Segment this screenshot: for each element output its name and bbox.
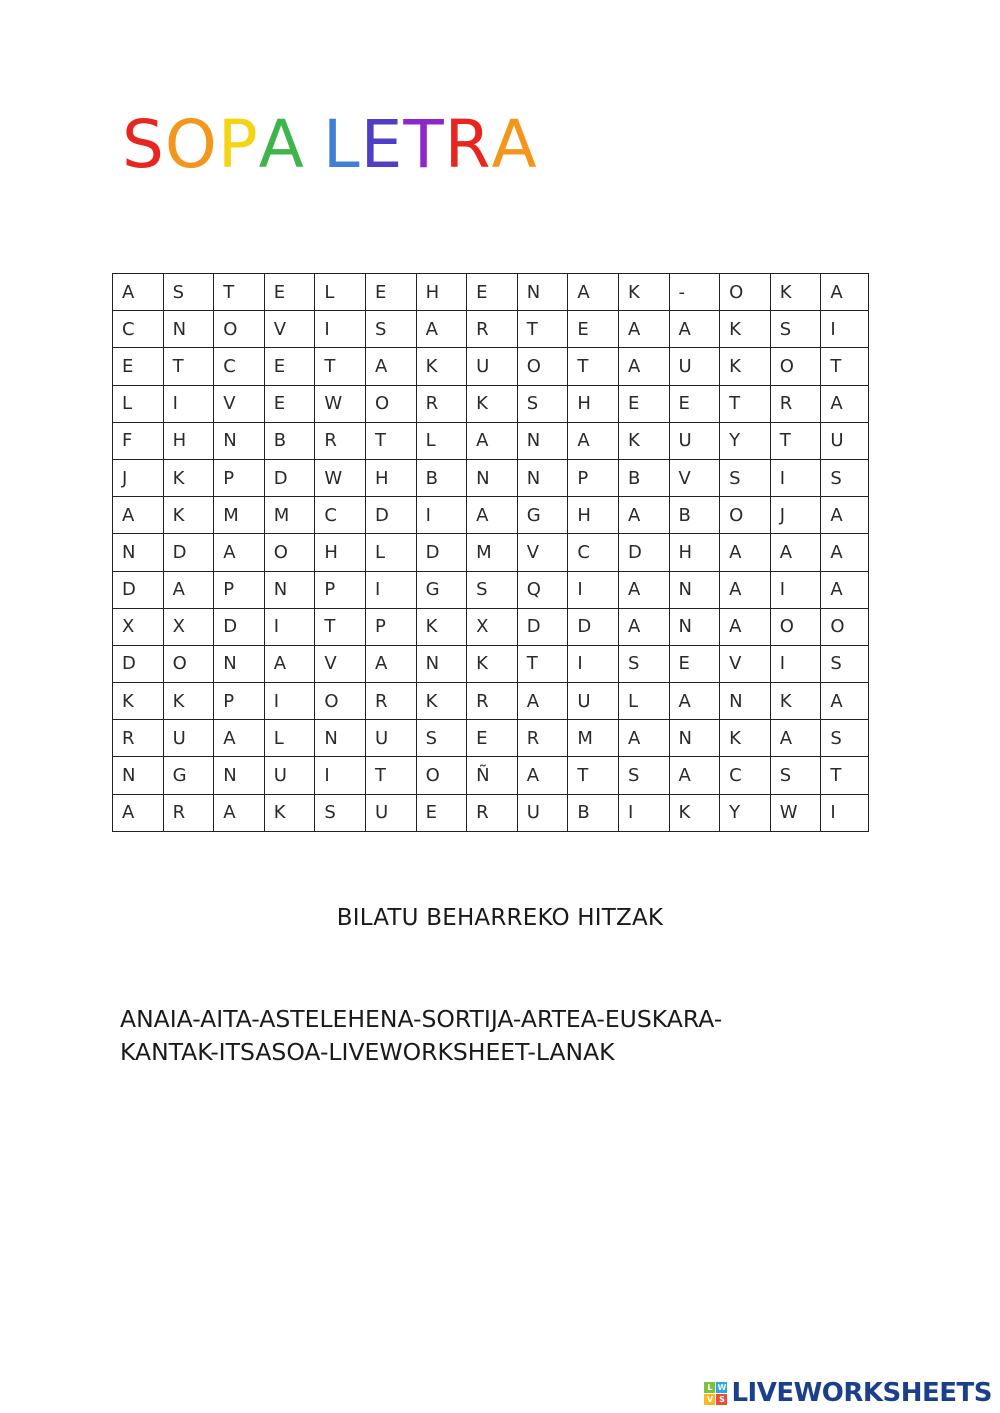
grid-cell[interactable]: N (113, 757, 164, 794)
word-list-line: ANAIA-AITA-ASTELEHENA-SORTIJA-ARTEA-EUSKARA- (120, 1005, 723, 1033)
grid-cell[interactable]: K (416, 683, 467, 720)
word-search-grid (112, 273, 869, 832)
grid-cell[interactable]: D (618, 534, 669, 571)
grid-cell[interactable]: N (669, 571, 720, 608)
grid-cell[interactable]: A (517, 683, 568, 720)
grid-cell[interactable]: A (618, 497, 669, 534)
grid-cell[interactable]: E (416, 794, 467, 831)
grid-cell[interactable]: S (467, 571, 518, 608)
grid-cell[interactable]: A (517, 757, 568, 794)
grid-cell[interactable]: A (821, 385, 869, 422)
grid-cell[interactable]: D (163, 534, 214, 571)
grid-cell[interactable]: A (720, 534, 771, 571)
grid-cell[interactable]: J (113, 459, 164, 496)
grid-cell[interactable]: S (618, 645, 669, 682)
grid-cell[interactable]: B (264, 422, 315, 459)
grid-cell[interactable]: A (720, 608, 771, 645)
grid-cell[interactable]: X (113, 608, 164, 645)
grid-cell[interactable]: U (264, 757, 315, 794)
grid-cell[interactable]: K (113, 683, 164, 720)
title-letter: T (403, 106, 445, 183)
grid-cell[interactable]: K (467, 385, 518, 422)
brand-name: LIVEWORKSHEETS (731, 1378, 992, 1408)
grid-cell[interactable]: K (770, 274, 821, 311)
grid-cell[interactable]: A (264, 645, 315, 682)
grid-cell[interactable]: S (770, 757, 821, 794)
title-space (305, 112, 323, 178)
grid-cell[interactable]: D (214, 608, 265, 645)
grid-cell[interactable]: T (163, 348, 214, 385)
grid-cell[interactable]: K (163, 459, 214, 496)
grid-cell[interactable]: R (113, 720, 164, 757)
grid-cell[interactable]: K (720, 348, 771, 385)
word-list (120, 1003, 880, 1069)
grid-cell[interactable]: T (517, 645, 568, 682)
title-letter: L (322, 106, 361, 183)
grid-cell[interactable]: H (163, 422, 214, 459)
grid-row (113, 757, 869, 794)
grid-cell[interactable]: C (214, 348, 265, 385)
grid-cell[interactable]: D (416, 534, 467, 571)
grid-cell[interactable]: K (720, 311, 771, 348)
grid-cell[interactable]: S (821, 645, 869, 682)
grid-cell[interactable]: L (416, 422, 467, 459)
grid-cell[interactable]: L (315, 274, 366, 311)
grid-cell[interactable]: C (568, 534, 619, 571)
grid-cell[interactable]: E (669, 645, 720, 682)
grid-cell[interactable]: K (770, 683, 821, 720)
grid-cell[interactable]: S (365, 311, 416, 348)
grid-cell[interactable]: I (315, 757, 366, 794)
grid-cell[interactable]: M (467, 534, 518, 571)
grid-row (113, 683, 869, 720)
grid-cell[interactable]: N (517, 422, 568, 459)
logo-tile: S (716, 1394, 727, 1405)
grid-row (113, 645, 869, 682)
grid-cell[interactable]: O (163, 645, 214, 682)
grid-cell[interactable]: T (315, 608, 366, 645)
grid-cell[interactable]: N (214, 757, 265, 794)
grid-cell[interactable]: N (163, 311, 214, 348)
grid-cell[interactable]: A (113, 497, 164, 534)
grid-cell[interactable]: K (163, 683, 214, 720)
grid-cell[interactable]: O (264, 534, 315, 571)
grid-cell[interactable]: A (214, 794, 265, 831)
grid-cell[interactable]: A (821, 497, 869, 534)
grid-cell[interactable]: H (568, 497, 619, 534)
grid-cell[interactable]: G (517, 497, 568, 534)
grid-cell[interactable]: V (214, 385, 265, 422)
grid-cell[interactable]: E (669, 385, 720, 422)
grid-cell[interactable]: A (770, 534, 821, 571)
word-list-line: KANTAK-ITSASOA-LIVEWORKSHEET-LANAK (120, 1038, 615, 1066)
grid-cell[interactable]: A (467, 422, 518, 459)
grid-cell[interactable]: S (821, 720, 869, 757)
grid-cell[interactable]: A (618, 311, 669, 348)
grid-cell[interactable]: A (568, 274, 619, 311)
grid-cell[interactable]: H (416, 274, 467, 311)
grid-cell[interactable]: H (669, 534, 720, 571)
grid-cell[interactable]: - (669, 274, 720, 311)
grid-cell[interactable]: A (113, 274, 164, 311)
grid-cell[interactable]: I (770, 571, 821, 608)
grid-cell[interactable]: N (467, 459, 518, 496)
grid-cell[interactable]: L (365, 534, 416, 571)
grid-cell[interactable]: T (821, 757, 869, 794)
grid-cell[interactable]: R (315, 422, 366, 459)
grid-cell[interactable]: P (214, 571, 265, 608)
grid-cell[interactable]: L (618, 683, 669, 720)
grid-cell[interactable]: U (163, 720, 214, 757)
grid-row (113, 274, 869, 311)
grid-cell[interactable]: D (113, 645, 164, 682)
grid-cell[interactable]: N (416, 645, 467, 682)
grid-cell[interactable]: K (669, 794, 720, 831)
grid-cell[interactable]: S (720, 459, 771, 496)
grid-cell[interactable]: P (315, 571, 366, 608)
grid-cell[interactable]: R (365, 683, 416, 720)
grid-cell[interactable]: H (365, 459, 416, 496)
grid-row (113, 311, 869, 348)
grid-cell[interactable]: R (416, 385, 467, 422)
grid-cell[interactable]: T (770, 422, 821, 459)
grid-cell[interactable]: U (365, 720, 416, 757)
grid-cell[interactable]: K (720, 720, 771, 757)
grid-cell[interactable]: Q (517, 571, 568, 608)
grid-row (113, 794, 869, 831)
grid-cell[interactable]: A (618, 720, 669, 757)
grid-cell[interactable]: X (163, 608, 214, 645)
grid-cell[interactable]: F (113, 422, 164, 459)
grid-cell[interactable]: A (669, 683, 720, 720)
grid-cell[interactable]: U (821, 422, 869, 459)
grid-cell[interactable]: V (264, 311, 315, 348)
title-letter: S (122, 106, 165, 183)
grid-cell[interactable]: A (618, 608, 669, 645)
grid-cell[interactable]: P (568, 459, 619, 496)
grid-cell[interactable]: A (618, 571, 669, 608)
grid-cell[interactable]: N (113, 534, 164, 571)
grid-cell[interactable]: Y (720, 422, 771, 459)
grid-cell[interactable]: E (113, 348, 164, 385)
grid-cell[interactable]: N (517, 274, 568, 311)
grid-cell[interactable]: B (568, 794, 619, 831)
grid-cell[interactable]: I (821, 794, 869, 831)
grid-cell[interactable]: W (770, 794, 821, 831)
grid-cell[interactable]: S (163, 274, 214, 311)
grid-cell[interactable]: B (416, 459, 467, 496)
grid-cell[interactable]: U (669, 348, 720, 385)
grid-cell[interactable]: A (365, 645, 416, 682)
grid-cell[interactable]: N (720, 683, 771, 720)
grid-cell[interactable]: N (669, 720, 720, 757)
grid-cell[interactable]: U (568, 683, 619, 720)
grid-cell[interactable]: D (568, 608, 619, 645)
grid-cell[interactable]: N (214, 422, 265, 459)
grid-cell[interactable]: E (264, 385, 315, 422)
grid-cell[interactable]: V (517, 534, 568, 571)
grid-cell[interactable]: I (568, 645, 619, 682)
grid-cell[interactable]: I (163, 385, 214, 422)
grid-cell[interactable]: I (264, 608, 315, 645)
grid-cell[interactable]: J (770, 497, 821, 534)
grid-cell[interactable]: O (821, 608, 869, 645)
grid-cell[interactable]: A (568, 422, 619, 459)
grid-cell[interactable]: K (416, 348, 467, 385)
grid-cell[interactable]: A (467, 497, 518, 534)
logo-tile: V (704, 1394, 715, 1405)
grid-cell[interactable]: K (467, 645, 518, 682)
grid-cell[interactable]: H (315, 534, 366, 571)
liveworksheets-logo (704, 1378, 992, 1408)
grid-cell[interactable]: K (618, 422, 669, 459)
grid-cell[interactable]: I (770, 459, 821, 496)
grid-cell[interactable]: T (365, 757, 416, 794)
grid-cell[interactable]: A (618, 348, 669, 385)
grid-cell[interactable]: K (416, 608, 467, 645)
grid-cell[interactable]: G (163, 757, 214, 794)
grid-cell[interactable]: I (568, 571, 619, 608)
grid-cell[interactable]: I (821, 311, 869, 348)
title-letter: A (258, 106, 305, 183)
grid-cell[interactable]: S (618, 757, 669, 794)
grid-row (113, 571, 869, 608)
grid-row (113, 385, 869, 422)
grid-cell[interactable]: A (113, 794, 164, 831)
grid-cell[interactable]: I (770, 645, 821, 682)
grid-cell[interactable]: T (568, 348, 619, 385)
grid-cell[interactable]: P (214, 459, 265, 496)
grid-cell[interactable]: A (669, 757, 720, 794)
title-letter: R (444, 106, 492, 183)
grid-cell[interactable]: B (669, 497, 720, 534)
grid-cell[interactable]: O (315, 683, 366, 720)
liveworksheets-logo-icon (704, 1382, 727, 1405)
grid-cell[interactable]: P (214, 683, 265, 720)
grid-cell[interactable]: N (517, 459, 568, 496)
grid-cell[interactable]: D (113, 571, 164, 608)
grid-cell[interactable]: B (618, 459, 669, 496)
grid-cell[interactable]: S (517, 385, 568, 422)
grid-cell[interactable]: C (113, 311, 164, 348)
grid-cell[interactable]: A (163, 571, 214, 608)
grid-cell[interactable]: S (821, 459, 869, 496)
grid-cell[interactable]: T (214, 274, 265, 311)
grid-cell[interactable]: N (669, 608, 720, 645)
grid-cell[interactable]: O (416, 757, 467, 794)
grid-cell[interactable]: A (214, 534, 265, 571)
grid-cell[interactable]: G (416, 571, 467, 608)
grid-cell[interactable]: K (163, 497, 214, 534)
grid-cell[interactable]: H (568, 385, 619, 422)
grid-cell[interactable]: I (416, 497, 467, 534)
grid-cell[interactable]: T (568, 757, 619, 794)
grid-cell[interactable]: A (720, 571, 771, 608)
grid-cell[interactable]: A (669, 311, 720, 348)
grid-cell[interactable]: E (568, 311, 619, 348)
grid-row (113, 720, 869, 757)
grid-cell[interactable]: O (720, 497, 771, 534)
grid-cell[interactable]: O (517, 348, 568, 385)
grid-cell[interactable]: V (720, 645, 771, 682)
grid-row (113, 608, 869, 645)
grid-cell[interactable]: R (770, 385, 821, 422)
grid-cell[interactable]: C (315, 497, 366, 534)
grid-cell[interactable]: K (618, 274, 669, 311)
grid-cell[interactable]: I (618, 794, 669, 831)
grid-cell[interactable]: Y (720, 794, 771, 831)
grid-cell[interactable]: O (365, 385, 416, 422)
grid-cell[interactable]: A (365, 348, 416, 385)
grid-cell[interactable]: U (517, 794, 568, 831)
grid-cell[interactable]: M (568, 720, 619, 757)
grid-cell[interactable]: N (315, 720, 366, 757)
grid-cell[interactable]: S (770, 311, 821, 348)
grid-cell[interactable]: E (264, 348, 315, 385)
title-letter: O (164, 106, 218, 183)
grid-row (113, 497, 869, 534)
grid-cell[interactable]: M (264, 497, 315, 534)
grid-cell[interactable]: S (416, 720, 467, 757)
grid-cell[interactable]: D (365, 497, 416, 534)
grid-cell[interactable]: R (163, 794, 214, 831)
grid-cell[interactable]: I (315, 311, 366, 348)
grid-cell[interactable]: O (214, 311, 265, 348)
words-heading: BILATU BEHARREKO HITZAK (336, 905, 664, 931)
grid-cell[interactable]: D (264, 459, 315, 496)
grid-cell[interactable]: T (720, 385, 771, 422)
grid-cell[interactable]: E (467, 274, 518, 311)
grid-cell[interactable]: A (821, 534, 869, 571)
grid-cell[interactable]: E (467, 720, 518, 757)
grid-cell[interactable]: T (821, 348, 869, 385)
grid-cell[interactable]: R (467, 311, 518, 348)
page-title (122, 106, 538, 183)
grid-cell[interactable]: A (821, 274, 869, 311)
grid-cell[interactable]: O (720, 274, 771, 311)
grid-row (113, 459, 869, 496)
grid-cell[interactable]: D (517, 608, 568, 645)
grid-cell[interactable]: X (467, 608, 518, 645)
title-letter: E (360, 106, 404, 183)
grid-cell[interactable]: T (517, 311, 568, 348)
grid-cell[interactable]: T (365, 422, 416, 459)
grid-cell[interactable]: U (467, 348, 518, 385)
grid-cell[interactable]: R (467, 794, 518, 831)
grid-cell[interactable]: S (315, 794, 366, 831)
grid-cell[interactable]: N (264, 571, 315, 608)
grid-cell[interactable]: V (669, 459, 720, 496)
grid-cell[interactable]: O (770, 348, 821, 385)
grid-cell[interactable]: E (618, 385, 669, 422)
grid-cell[interactable]: A (821, 571, 869, 608)
title-letter: P (217, 106, 259, 183)
grid-cell[interactable]: O (770, 608, 821, 645)
grid-cell[interactable]: C (720, 757, 771, 794)
grid-cell[interactable]: R (467, 683, 518, 720)
logo-tile: W (717, 1382, 727, 1392)
grid-cell[interactable]: I (365, 571, 416, 608)
grid-cell[interactable]: A (214, 720, 265, 757)
title-letter: A (491, 106, 538, 183)
grid-cell[interactable]: R (517, 720, 568, 757)
grid-row (113, 534, 869, 571)
logo-tile: L (704, 1382, 715, 1393)
grid-cell[interactable]: A (821, 683, 869, 720)
grid-cell[interactable]: E (365, 274, 416, 311)
grid-cell[interactable]: U (669, 422, 720, 459)
grid-cell[interactable]: A (416, 311, 467, 348)
grid-cell[interactable]: P (365, 608, 416, 645)
grid-cell[interactable]: W (315, 385, 366, 422)
grid-cell[interactable]: L (113, 385, 164, 422)
grid-cell[interactable]: A (770, 720, 821, 757)
grid-cell[interactable]: E (264, 274, 315, 311)
grid-row (113, 422, 869, 459)
grid-row (113, 348, 869, 385)
grid-cell[interactable]: T (315, 348, 366, 385)
grid-cell[interactable]: K (264, 794, 315, 831)
grid-cell[interactable]: N (214, 645, 265, 682)
grid-cell[interactable]: Ñ (467, 757, 518, 794)
grid-cell[interactable]: W (315, 459, 366, 496)
grid-cell[interactable]: V (315, 645, 366, 682)
grid-cell[interactable]: L (264, 720, 315, 757)
grid-cell[interactable]: U (365, 794, 416, 831)
grid-cell[interactable]: I (264, 683, 315, 720)
grid-cell[interactable]: M (214, 497, 265, 534)
